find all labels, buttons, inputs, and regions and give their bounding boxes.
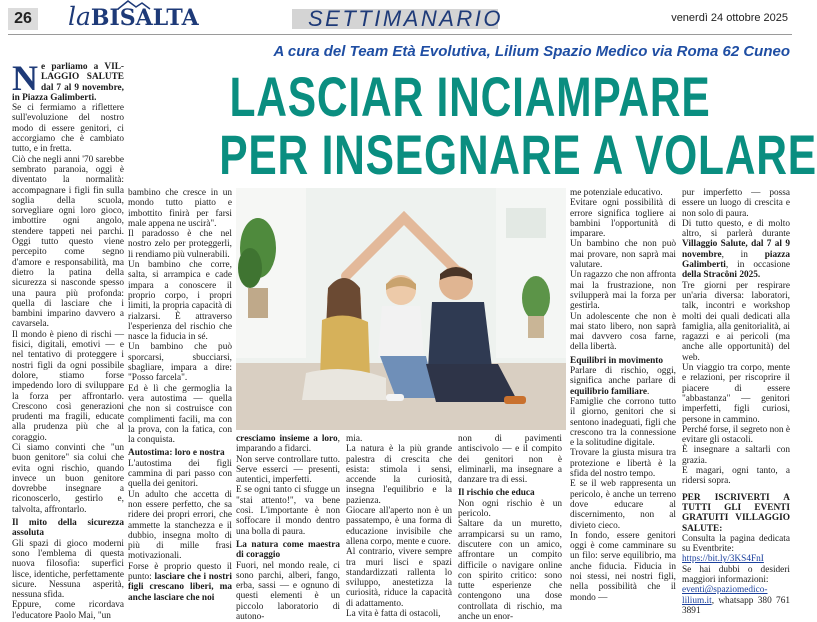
column-3: [236, 434, 340, 622]
text-run: .: [647, 386, 650, 397]
article-headline: [219, 65, 817, 186]
text-run: , in: [721, 249, 765, 260]
paragraph: Ed è lì che germoglia la vera autostima — quella che non si costruisce con complimenti facili, ma con la prova, con la fatica, con la conquista.: [128, 383, 232, 446]
bold-run: Villaggio Salute, dal 7 al 9 novembre: [682, 239, 790, 260]
paragraph: E se il web rappresenta un pericolo, è anche un terreno dove educare al discernimento, non al divieto cieco.: [570, 479, 676, 531]
header-rule: [8, 34, 792, 35]
paragraph: bambino che cresce in un mondo tutto piatto e imbottito finirà per farsi male appena ne uscirà".: [128, 188, 232, 229]
paragraph: mia.: [346, 434, 363, 444]
paragraph: Non serve controllare tutto. Serve esserci — presenti, autentici, imperfetti.: [236, 454, 340, 486]
info-title: PER ISCRIVERTI A TUTTI GLI EVENTI GRATUITI VILLAGGIO SALUTE:: [682, 492, 790, 534]
paragraph: Consulta la pagina dedicata su Eventbrite:: [682, 533, 790, 555]
logo-la: la: [68, 2, 91, 31]
paragraph: La natura è la più grande palestra di crescita che esista: stimola i sensi, accende la curiosità, insegna l'equilibrio e la pazienza.: [346, 444, 452, 506]
paragraph: [236, 434, 340, 455]
subheading: Equilibri in movimento: [570, 355, 663, 366]
paragraph: L'autostima dei figli cammina di pari passo con quella dei genitori.: [128, 458, 232, 490]
headline-line-1: LASCIAR INCIAMPARE: [229, 65, 711, 128]
subheading: Il mito della sicurezza assoluta: [12, 518, 124, 539]
paragraph: non di pavimenti antiscivolo — e il compito dei genitori non è eliminarli, ma insegnare a danzare tra di essi.: [458, 434, 562, 486]
paragraph: È insegnare a saltarli con grazia.: [682, 445, 790, 466]
paragraph: Un viaggio tra corpo, mente e relazioni, per riscoprire il piacere di essere "abbastanza" — genitori imperfetti, figli curiosi, persone in cammino.: [682, 363, 790, 425]
text-run: , imparando a fidarci.: [236, 434, 340, 455]
paragraph: Tre giorni per respirare un'aria diversa: laboratori, talk, incontri e workshop molti dei quali dedicati alla famiglia, alla genitorialità, ai ragazzi e ai pericoli (ma anche alle opportunità) del web.: [682, 280, 790, 363]
paragraph: Ciò che negli anni '70 sarebbe sembrato paranoia, oggi è diventato la normalità: accompagnare i figli fin sulla soglia della scuola, sorvegliare ogni loro gioco, imbottire ogni angolo, stendere tappeti nei parchi. Oggi tutto questo viene percepito come segno d'amore e responsabilità, ma dietro la patina della sicurezza si nasconde spesso una paura più profonda: quella di lasciare che i bambini imparino davvero a cavarsela.: [12, 154, 124, 330]
paragraph: [682, 554, 790, 564]
paragraph: Un bambino che non può mai provare, non saprà mai valutare.: [570, 239, 676, 271]
paragraph: Un adulto che accetta di non essere perfetto, che sa ridere dei propri errori, che ammette la stanchezza e il dubbio, insegna molto di più di mille frasi motivazionali.: [128, 489, 232, 562]
paragraph: Se hai dubbi o desideri maggiori informazioni:: [682, 564, 790, 585]
paragraph: Famiglie che corrono tutto il giorno, genitori che si sentono inadeguati, figli che crescono tra la connessione e la solitudine digitale.: [570, 396, 676, 449]
subheading: Il rischio che educa: [458, 488, 535, 499]
paragraph: Trovare la giusta misura tra protezione e libertà è la sfida del nostro tempo.: [570, 448, 676, 480]
issue-date: venerdì 24 ottobre 2025: [671, 12, 788, 24]
column-4: [346, 434, 452, 620]
paragraph: Saltare da un muretto, arrampicarsi su un ramo, discutere con un amico, affrontare un compito difficile o navigare online con spirito critico: sono tutte esperienze che contengono una dose controllata di rischio, ma anche un enor-: [458, 519, 562, 622]
text-run: Forse è proprio questo il punto:: [128, 561, 232, 582]
paragraph: E magari, ogni tanto, a ridersi sopra.: [682, 466, 790, 487]
bold-run: della Stracôni 2025.: [682, 270, 761, 281]
logo-mountain-icon: [66, 0, 176, 10]
paragraph: E se ogni tanto ci sfugge un "stai attento!", va bene così. L'importante è non soffocare il mondo dentro una bolla di paura.: [236, 485, 340, 537]
subheading: La natura come maestra di coraggio: [236, 539, 340, 561]
logo-bisalta: BISALTA: [90, 5, 199, 31]
paragraph: Un adolescente che non è mai stato libero, non saprà mai davvero cosa farne, della libertà.: [570, 311, 676, 353]
headline-line-2: PER INSEGNARE A VOLARE: [219, 123, 817, 186]
paragraph: Ci siamo convinti che "un buon genitore" sia colui che evita ogni rischio, quando invece un buon genitore dovrebbe insegnare a riconoscerlo, gestirlo e, talvolta, affrontarlo.: [12, 442, 124, 515]
paragraph: Eppure, come ricordava l'educatore Paolo Mai, "un: [12, 600, 124, 621]
paragraph: Il paradosso è che nel nostro zelo per proteggerli, li rendiamo più vulnerabili.: [128, 229, 232, 260]
paragraph: In fondo, essere genitori oggi è come camminare su un filo: serve equilibrio, ma anche fiducia. Fiducia in noi stessi, nei nostri figli, nella possibilità che il mondo —: [570, 530, 676, 603]
page-number: 26: [8, 8, 38, 30]
paragraph: Gli spazi di gioco moderni sono l'emblema di questa nuova filosofia: superfici lisce, identiche, perfettamente sicure. Nessuna asperità, nessuna sfida.: [12, 538, 124, 601]
paragraph: [570, 366, 676, 397]
paragraph: Un bambino che può sporcarsi, sbucciarsi, sbagliare, impara a dire: "Posso farcela".: [128, 342, 232, 384]
article-credit: A cura del Team Età Evolutiva, Lilium Spazio Medico via Roma 62 Cuneo: [273, 43, 790, 60]
drop-cap: N: [12, 58, 38, 98]
paragraph: me potenziale educativo.: [570, 188, 663, 198]
paragraph: Un bambino che corre, salta, si arrampica e cade impara a conoscere il proprio corpo, i propri limiti, la propria capacità di rialzarsi. È attraverso l'esperienza del rischio che nasce la fiducia in sé.: [128, 260, 232, 343]
column-5: [458, 434, 562, 622]
family-illustration: [236, 188, 566, 430]
lead-paragraph: e parliamo a VIL-LAGGIO SALUTE dal 7 al 9 novembre, in Piazza Galimberti.: [12, 62, 124, 103]
section-title: SETTIMANARIO: [308, 6, 504, 31]
phone-text: , whatsapp 380 761 3891: [682, 595, 790, 616]
eventbrite-link[interactable]: https://bit.ly/3KS4FnI: [682, 554, 764, 565]
paragraph: La vita è fatta di ostacoli,: [346, 609, 441, 620]
family-photo: [236, 188, 566, 430]
paragraph: [128, 562, 232, 603]
text-run: Parlare di rischio, oggi, significa anche parlare di: [570, 366, 676, 387]
paragraph: Non ogni rischio è un pericolo.: [458, 498, 562, 520]
paragraph: Al contrario, vivere sempre tra muri lisci e spazi standardizzati rallenta lo sviluppo, anestetizza la curiosità, riduce la capacità di adattamento.: [346, 547, 452, 609]
subheading: Autostima: loro e nostra: [128, 448, 225, 459]
column-2: [128, 188, 232, 603]
paragraph: Giocare all'aperto non è un passatempo, è una forma di educazione invisibile che allena corpo, mente e cuore.: [346, 506, 452, 547]
paragraph: Fuori, nel mondo reale, ci sono parchi, alberi, fango, erba, sassi — e ognuno di questi elementi è un piccolo laboratorio di autono-: [236, 560, 340, 622]
text-run: , in occasione: [725, 260, 790, 271]
bold-run: cresciamo insieme a loro: [236, 434, 338, 444]
column-7: [682, 188, 790, 616]
paragraph: Se ci fermiamo a riflettere sull'evoluzione del nostro modo di essere genitori, ci accorgiamo che è cambiato tutto, e in fretta.: [12, 103, 124, 155]
bold-run: equilibrio familiare: [570, 386, 648, 397]
column-6: [570, 188, 676, 603]
paragraph: [682, 219, 790, 281]
paragraph: Evitare ogni possibilità di errore significa togliere ai bambini l'opportunità di imparare.: [570, 198, 676, 240]
bold-run: lasciare che i nostri figli crescano liberi, ma anche lasciare che noi: [128, 571, 232, 603]
paragraph: Il mondo è pieno di rischi — fisici, digitali, emotivi — e nel tentativo di proteggere i nostri figli da ogni possibile dolore, stiamo forse impedendo loro di sviluppare la forza per affrontarlo. Crescono così generazioni prudenti ma fragili, educate alla prudenza più che al coraggio.: [12, 329, 124, 443]
email-link[interactable]: eventi@spaziomedico-lilium.it: [682, 585, 768, 606]
paragraph: pur imperfetto — possa essere un luogo di crescita e non solo di paura.: [682, 188, 790, 219]
paragraph: Perché forse, il segreto non è evitare gli ostacoli.: [682, 424, 790, 446]
paragraph: [682, 585, 790, 616]
column-1: [12, 58, 124, 621]
text-run: Di tutto questo, e di molto altro, si parlerà durante: [682, 218, 790, 240]
paragraph: Un ragazzo che non affronta mai la frustrazione, non svilupperà mai la forza per gestirla.: [570, 270, 676, 312]
bold-run: piazza Galimberti: [682, 249, 790, 271]
